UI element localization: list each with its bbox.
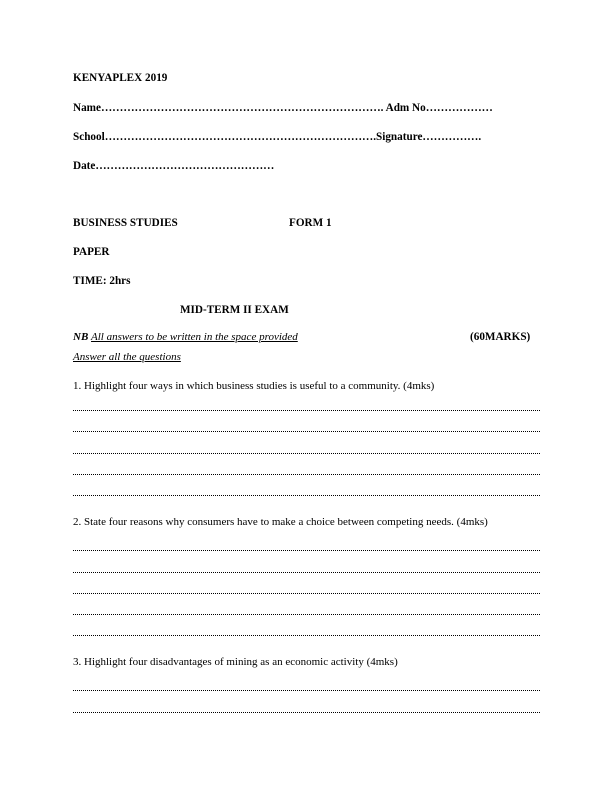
- nb-label: NB: [73, 331, 89, 343]
- nb-instruction: [73, 331, 298, 343]
- document-title: KENYAPLEX 2019: [73, 72, 168, 84]
- date-line: Date…………………………………………: [73, 160, 275, 172]
- answer-line[interactable]: [73, 614, 540, 615]
- answer-line[interactable]: [73, 431, 540, 432]
- question-2: 2. State four reasons why consumers have to make a choice between competing needs. (4mks): [73, 516, 488, 528]
- name-adm-line: Name…………………………………………………………………. Adm No………………: [73, 102, 493, 114]
- question-3: 3. Highlight four disadvantages of mining as an economic activity (4mks): [73, 656, 398, 668]
- answer-line[interactable]: [73, 410, 540, 411]
- form-label: FORM 1: [289, 217, 332, 229]
- answer-line[interactable]: [73, 474, 540, 475]
- answer-line[interactable]: [73, 550, 540, 551]
- answer-line[interactable]: [73, 635, 540, 636]
- answer-line[interactable]: [73, 690, 540, 691]
- answer-all-instruction: Answer all the questions: [73, 351, 181, 363]
- exam-title: MID-TERM II EXAM: [180, 304, 289, 316]
- time-label: TIME: 2hrs: [73, 275, 131, 287]
- paper-label: PAPER: [73, 246, 110, 258]
- total-marks: (60MARKS): [470, 331, 531, 343]
- answer-line[interactable]: [73, 495, 540, 496]
- question-1: 1. Highlight four ways in which business studies is useful to a community. (4mks): [73, 380, 435, 392]
- answer-line[interactable]: [73, 572, 540, 573]
- answer-line[interactable]: [73, 593, 540, 594]
- subject-label: BUSINESS STUDIES: [73, 217, 178, 229]
- answer-line[interactable]: [73, 712, 540, 713]
- answer-line[interactable]: [73, 453, 540, 454]
- school-signature-line: School……………………………………………………………….Signature…………….: [73, 131, 482, 143]
- nb-text: All answers to be written in the space provided: [91, 331, 298, 343]
